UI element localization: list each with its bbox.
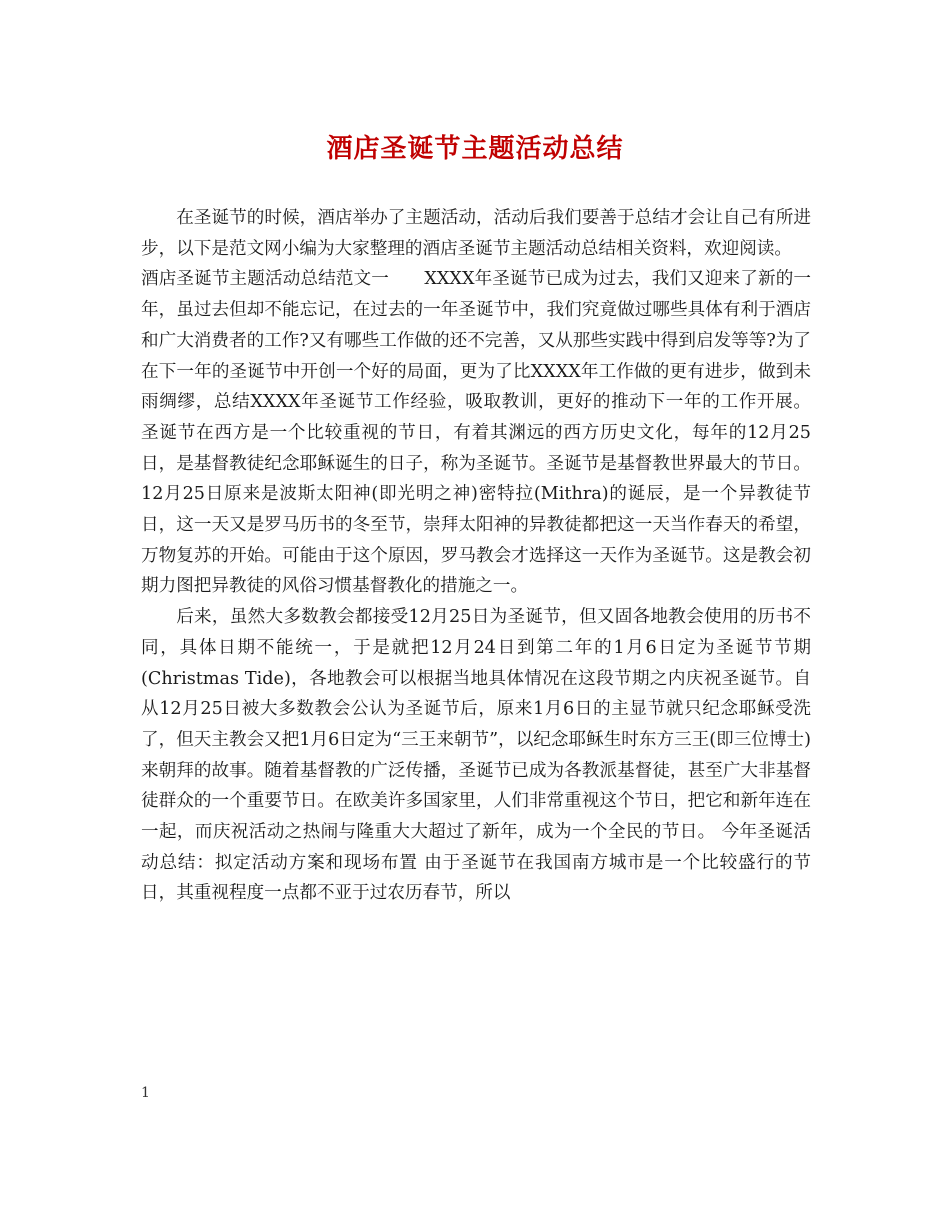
- body-paragraph-2: 后来，虽然大多数教会都接受12月25日为圣诞节，但又固各地教会使用的历书不同，具体日期不能统一，于是就把12月24日到第二年的1月6日定为圣诞节节期(Christmas Tide)，各地教会可以根据当地具体情况在这段节期之内庆祝圣诞节。自从12月25日被大多数教会公认为圣诞节后，原来1月6日的主显节就只纪念耶稣受洗了，但天主教会又把1月6日定为“三王来朝节”，以纪念耶稣生时东方三王(即三位博士)来朝拜的故事。随着基督教的广泛传播，圣诞节已成为各教派基督徒，甚至广大非基督徒群众的一个重要节日。在欧美许多国家里，人们非常重视这个节日，把它和新年连在一起，而庆祝活动之热闹与隆重大大超过了新年，成为一个全民的节日。 今年圣诞活动总结：拟定活动方案和现场布置 由于圣诞节在我国南方城市是一个比较盛行的节日，其重视程度一点都不亚于过农历春节，所以: [141, 607, 811, 904]
- page-number: 1: [141, 1085, 150, 1101]
- intro-paragraph: 在圣诞节的时候，酒店举办了主题活动，活动后我们要善于总结才会让自己有所进步，以下是范文网小编为大家整理的酒店圣诞节主题活动总结相关资料，欢迎阅读。: [141, 208, 811, 259]
- body-paragraph-1: 酒店圣诞节主题活动总结范文一 XXXX年圣诞节已成为过去，我们又迎来了新的一年，虽过去但却不能忘记，在过去的一年圣诞节中，我们究竟做过哪些具体有利于酒店和广大消费者的工作?又有哪些工作做的还不完善，又从那些实践中得到启发等等?为了在下一年的圣诞节中开创一个好的局面，更为了比XXXX年工作做的更有进步，做到未雨绸缪，总结XXXX年圣诞节工作经验，吸取教训，更好的推动下一年的工作开展。 圣诞节在西方是一个比较重视的节日，有着其渊远的西方历史文化，每年的12月25日，是基督教徒纪念耶稣诞生的日子，称为圣诞节。圣诞节是基督教世界最大的节日。12月25日原来是波斯太阳神(即光明之神)密特拉(Mithra)的诞辰，是一个异教徒节日，这一天又是罗马历书的冬至节，崇拜太阳神的异教徒都把这一天当作春天的希望，万物复苏的开始。可能由于这个原因，罗马教会才选择这一天作为圣诞节。这是教会初期力图把异教徒的风俗习惯基督教化的措施之一。: [141, 269, 811, 597]
- document-title: 酒店圣诞节主题活动总结: [326, 134, 624, 164]
- document-body: [141, 203, 811, 909]
